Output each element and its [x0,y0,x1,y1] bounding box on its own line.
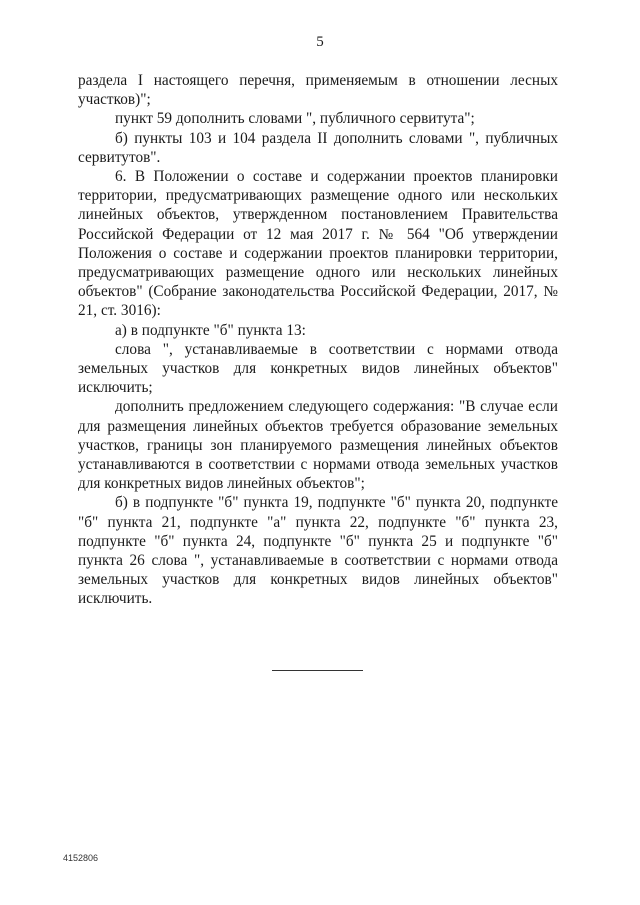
paragraph-words-exclude: слова ", устанавливаемые в соответствии с нормами отвода земельных участков для конкретных видов линейных объектов" исключить; [78,340,558,397]
paragraph-continuation: раздела I настоящего перечня, применяемым в отношении лесных участков)"; [78,72,558,109]
paragraph-item-59: пункт 59 дополнить словами ", публичного сервитута"; [115,110,475,128]
paragraph-section-6: 6. В Положении о составе и содержании проектов планировки территории, предусматривающих размещение одного или нескольких линейных объектов, утвержденном постановлением Правительства Российской Федерации от 12 мая 2017 г. № 564 "Об утверждении Положения о составе и содержании проектов планировки территории, предусматривающих размещение одного или нескольких линейных объектов" (Собрание законодательства Российской Федерации, 2017, № 21, ст. 3016): [78,168,558,320]
paragraph-subitem-a: а) в подпункте "б" пункта 13: [115,321,306,339]
page-number: 5 [316,34,324,50]
paragraph-subitem-b: б) в подпункте "б" пункта 19, подпункте "б" пункта 20, подпункте "б" пункта 21, подпункте "а" пункта 22, подпункте "б" пункта 23, подпункте "б" пункта 24, подпункте "б" пункта 25 и подпункте "б" пункта 26 слова ", устанавливаемые в соответствии с нормами отвода земельных участков для конкретных видов линейных объектов" исключить. [78,494,558,608]
end-of-text-divider [272,670,363,671]
paragraph-add-sentence: дополнить предложением следующего содержания: "В случае если для размещения линейных объектов требуется образование земельных участков, границы зон планируемого размещения линейных объектов устанавливаются в соответствии с нормами отвода земельных участков для конкретных видов линейных объектов"; [78,398,558,493]
document-code: 4152806 [63,853,99,863]
document-body [78,71,558,609]
paragraph-item-b-103-104: б) пункты 103 и 104 раздела II дополнить словами ", публичных сервитутов". [78,129,558,166]
